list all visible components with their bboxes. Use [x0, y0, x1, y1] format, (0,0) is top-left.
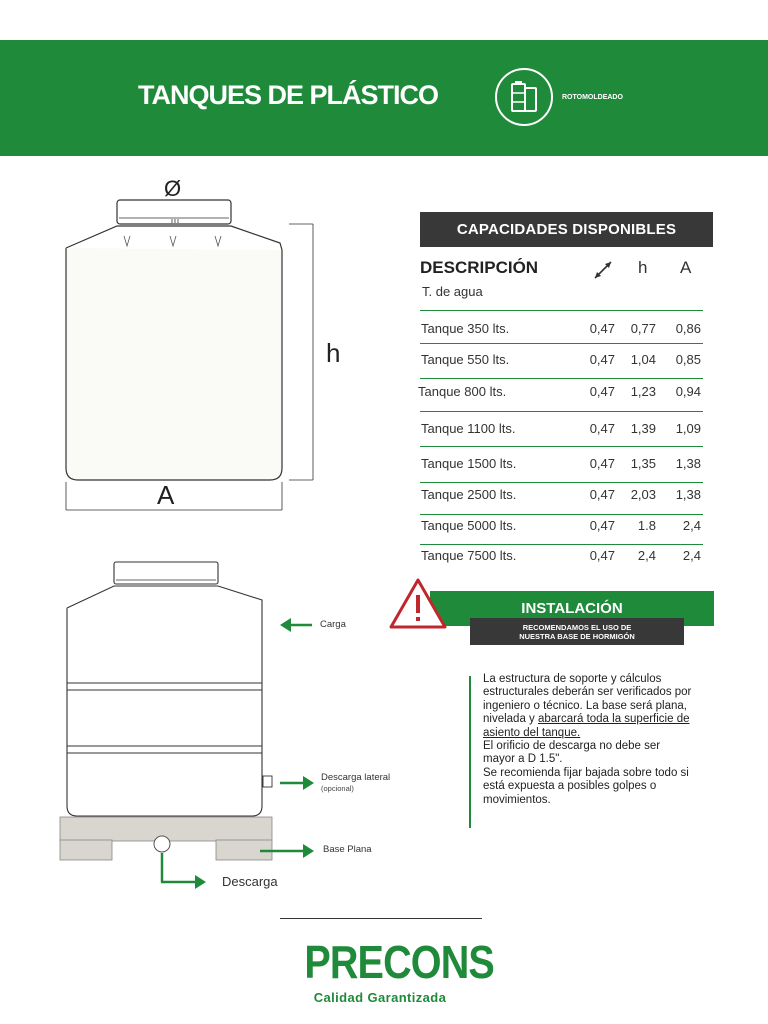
row-name: Tanque 350 lts.	[421, 321, 510, 336]
column-a: A	[680, 258, 692, 277]
descarga-label: Descarga	[222, 874, 278, 889]
row-width: 1,38	[675, 456, 701, 471]
row-height: 0,77	[630, 321, 656, 336]
row-width: 0,86	[675, 321, 701, 336]
description-title: DESCRIPCIÓN	[420, 258, 539, 277]
row-name: Tanque 1500 lts.	[421, 456, 517, 471]
capacities-header: CAPACIDADES DISPONIBLES	[420, 212, 713, 247]
row-name: Tanque 7500 lts.	[421, 548, 517, 563]
row-diameter: 0,47	[589, 352, 615, 367]
base-plana-label: Base Plana	[323, 844, 372, 855]
row-width: 0,94	[675, 384, 701, 399]
carga-label: Carga	[320, 619, 346, 630]
row-diameter: 0,47	[589, 384, 615, 399]
installation-text-underlined: abarcará toda la superficie de asiento del tanque.	[483, 713, 690, 739]
installation-text: La estructura de soporte y cálculos estructurales deberán ser verificados por ingeniero o técnico. La base será plana, nivelada y abarcará toda la superficie de asiento del tanque. El orificio de descarga no debe ser mayor a D 1.5". Se recomienda fijar bajada sobre todo si está expuesta a posibles golpes o movimientos.	[483, 673, 692, 806]
brand-logo: PRECONS	[304, 936, 494, 988]
width-label: A	[157, 480, 175, 510]
row-height: 2,4	[637, 548, 656, 563]
installation-text-outlet: El orificio de descarga no debe ser mayor a D 1.5".	[483, 740, 661, 766]
recommendation-line-2: NUESTRA BASE DE HORMIGÓN	[519, 631, 635, 641]
page-title: TANQUES DE PLÁSTICO	[138, 80, 439, 110]
row-height: 2,03	[630, 487, 656, 502]
row-height: 1.8	[637, 518, 656, 533]
row-width: 0,85	[675, 352, 701, 367]
installation-text-recommendation: Se recomienda fijar bajada sobre todo si está expuesta a posibles golpes o movimientos.	[483, 766, 689, 806]
installation-title: INSTALACIÓN	[521, 600, 623, 617]
descarga-lateral-label: Descarga lateral	[321, 772, 391, 783]
row-width: 1,09	[675, 421, 701, 436]
row-name: Tanque 5000 lts.	[421, 518, 517, 533]
column-h: h	[638, 258, 648, 277]
row-height: 1,39	[630, 421, 656, 436]
row-name: Tanque 550 lts.	[421, 352, 510, 367]
row-height: 1,23	[630, 384, 656, 399]
row-height: 1,35	[630, 456, 656, 471]
row-diameter: 0,47	[589, 518, 615, 533]
row-diameter: 0,47	[589, 421, 615, 436]
row-width: 2,4	[682, 518, 701, 533]
row-height: 1,04	[630, 352, 656, 367]
row-name: Tanque 2500 lts.	[421, 487, 517, 502]
height-label: h	[326, 338, 341, 368]
footer-divider	[280, 918, 482, 919]
row-width: 2,4	[682, 548, 701, 563]
row-name: Tanque 1100 lts.	[421, 421, 516, 436]
row-diameter: 0,47	[589, 548, 615, 563]
row-diameter: 0,47	[589, 321, 615, 336]
brand-slogan: Calidad Garantizada	[313, 990, 447, 1005]
row-width: 1,38	[675, 487, 701, 502]
recommendation-line-1: RECOMENDAMOS EL USO DE	[522, 622, 632, 632]
description-subtitle: T. de agua	[422, 284, 483, 299]
row-name: Tanque 800 lts.	[418, 384, 507, 399]
opcional-label: (opcional)	[321, 784, 354, 793]
badge-label: ROTOMOLDEADO	[562, 94, 623, 101]
diameter-label: Ø	[164, 176, 182, 201]
row-diameter: 0,47	[589, 456, 615, 471]
row-diameter: 0,47	[589, 487, 615, 502]
